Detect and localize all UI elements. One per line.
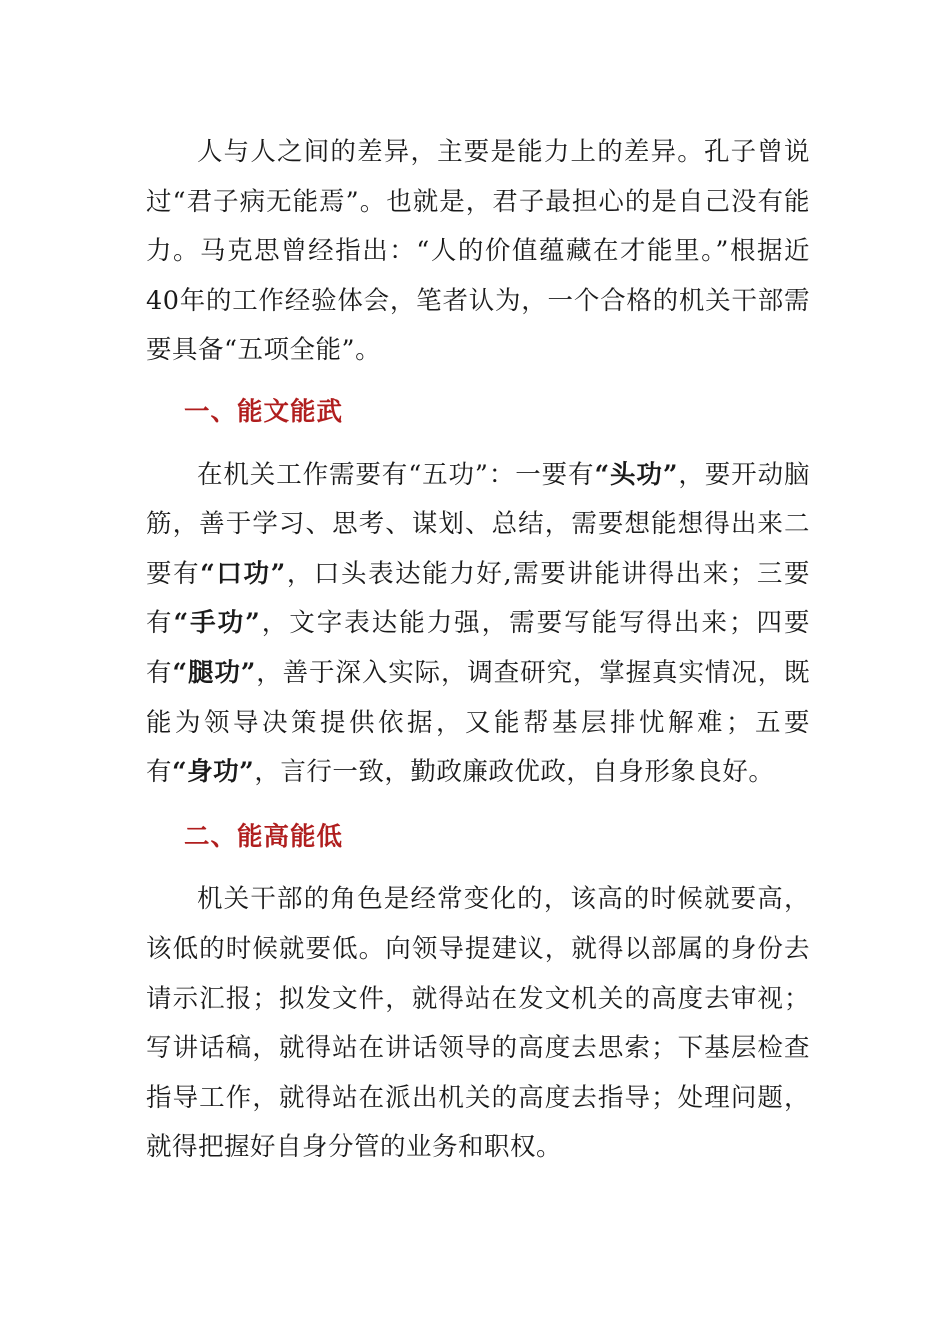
document-body <box>146 128 810 1173</box>
section-1-text: ，善于深入实际，调查研究，掌握真实情况，既能为领导决策提供依据，又能帮基层排忧解难；五要有 <box>146 657 810 788</box>
keyword-hand-skill: “手功” <box>173 608 261 639</box>
keyword-leg-skill: “腿功” <box>172 657 256 688</box>
section-heading-2: 二、能高能低 <box>184 821 344 852</box>
keyword-mouth-skill: “口功” <box>200 558 286 589</box>
intro-paragraph: 人与人之间的差异，主要是能力上的差异。孔子曾说过“君子病无能焉”。也就是，君子最担心的是自己没有能力。马克思曾经指出：“人的价值蕴藏在才能里。”根据近40年的工作经验体会，笔者认为，一个合格的机关干部需要具备“五项全能”。 <box>146 137 810 366</box>
section-2-paragraph: 机关干部的角色是经常变化的，该高的时候就要高，该低的时候就要低。向领导提建议，就得以部属的身份去请示汇报；拟发文件，就得站在发文机关的高度去审视；写讲话稿，就得站在讲话领导的高度去思索；下基层检查指导工作，就得站在派出机关的高度去指导；处理问题，就得把握好自身分管的业务和职权。 <box>146 884 810 1163</box>
section-1-paragraph <box>146 451 810 798</box>
section-1-text: 在机关工作需要有“五功”：一要有 <box>197 459 595 490</box>
section-1-text: ，文字表达能力强，需要写能写得出来；四要有 <box>146 608 810 688</box>
section-1-text: ，言行一致，勤政廉政优政，自身形象良好。 <box>254 757 775 788</box>
section-heading-1: 一、能文能武 <box>184 396 344 427</box>
keyword-head-skill: “头功” <box>594 459 678 490</box>
section-1-text: ，口头表达能力好,需要讲能讲得出来；三要有 <box>146 558 810 639</box>
keyword-body-skill: “身功” <box>172 757 255 788</box>
section-1-text: ，要开动脑筋，善于学习、思考、谋划、总结，需要想能想得出来二要有 <box>146 459 810 589</box>
